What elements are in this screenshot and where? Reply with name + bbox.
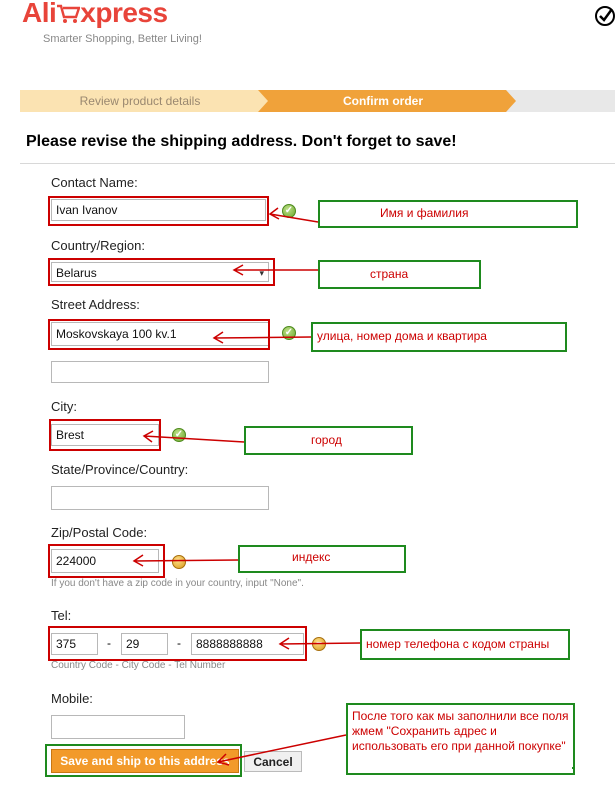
tel-separator: - — [107, 636, 111, 650]
annotation-zip: индекс — [238, 545, 406, 573]
arrow-icon — [144, 431, 244, 442]
step-review-product: Review product details — [20, 90, 260, 112]
warning-icon: − — [312, 637, 326, 651]
valid-check-icon: ✓ — [282, 326, 296, 340]
valid-check-icon: ✓ — [172, 428, 186, 442]
annotation-name: Имя и фамилия — [318, 200, 578, 228]
step-confirm-order: Confirm order — [258, 90, 508, 112]
logo-xpress-text: xpress — [80, 0, 168, 28]
cancel-button[interactable]: Cancel — [244, 751, 302, 772]
annotation-tel: номер телефона с кодом страны — [360, 629, 570, 660]
arrow-icon — [218, 735, 346, 765]
arrow-icon — [270, 208, 318, 222]
street-label: Street Address: — [51, 297, 140, 312]
arrow-icon — [214, 332, 311, 343]
valid-check-icon: ✓ — [282, 204, 296, 218]
city-label: City: — [51, 399, 77, 414]
annotation-save: После того как мы заполнили все поля жмем "Сохранить адрес и использовать его при данной покупке" — [346, 703, 575, 775]
arrow-icon — [134, 555, 238, 566]
country-label: Country/Region: — [51, 238, 145, 253]
annotation-city: город — [244, 426, 413, 455]
arrow-icon — [234, 265, 318, 275]
tagline: Smarter Shopping, Better Living! — [43, 33, 202, 45]
annotation-country: страна — [318, 260, 481, 289]
tel-hint: Country Code - City Code - Tel Number — [51, 660, 226, 671]
state-label: State/Province/Country: — [51, 462, 189, 477]
tel-separator: - — [177, 636, 181, 650]
mobile-label: Mobile: — [51, 691, 93, 706]
page-title: Please revise the shipping address. Don't forget to save! — [26, 133, 457, 150]
annotation-street: улица, номер дома и квартира — [311, 322, 567, 352]
save-button[interactable]: Save and ship to this address — [51, 749, 239, 773]
chevron-down-icon: ▾ — [259, 268, 264, 278]
zip-label: Zip/Postal Code: — [51, 525, 148, 540]
logo-ali-text: Ali — [22, 0, 57, 28]
zip-hint: If you don't have a zip code in your country, input "None". — [51, 578, 304, 589]
country-selected-value: Belarus — [56, 266, 97, 280]
tel-label: Tel: — [51, 608, 72, 623]
arrow-icon — [280, 638, 360, 649]
contact-name-label: Contact Name: — [51, 175, 138, 190]
warning-icon: − — [172, 555, 186, 569]
